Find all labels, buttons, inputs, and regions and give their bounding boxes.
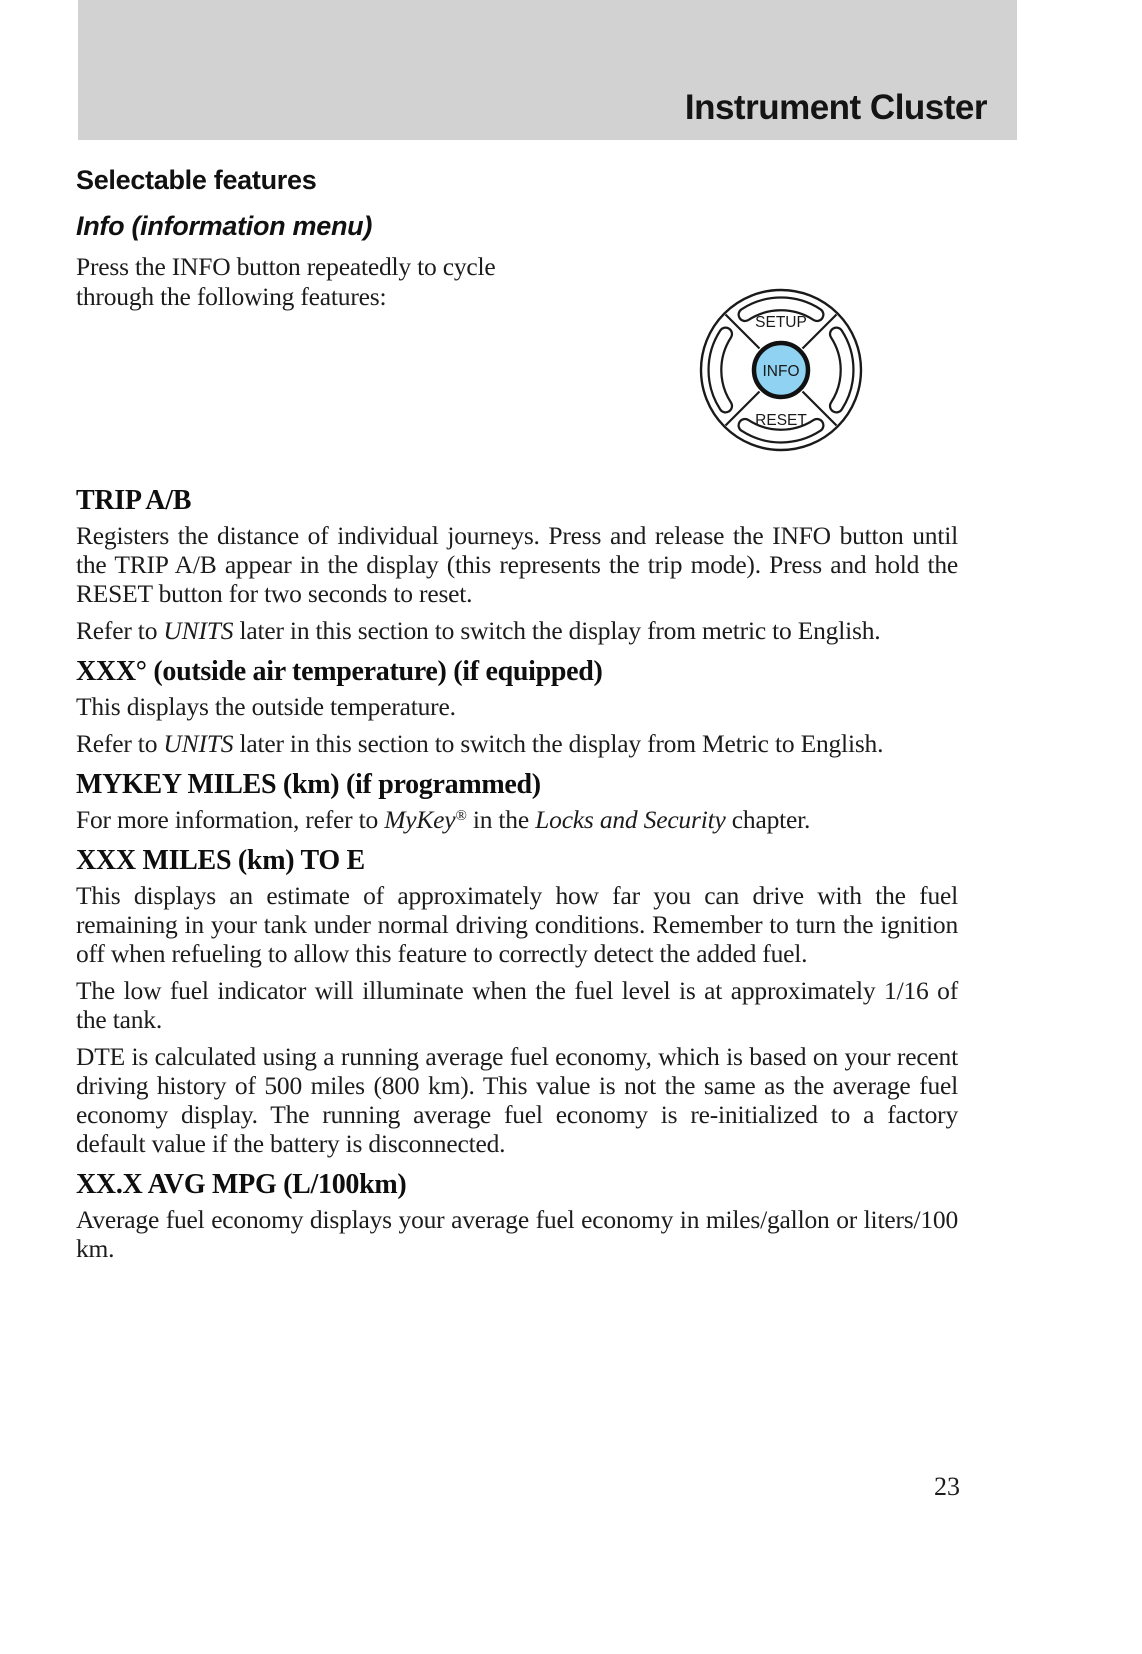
info-menu-subheading: Info (information menu) (76, 211, 373, 241)
section-paragraphs (76, 521, 958, 645)
button-pad-illustration (686, 275, 876, 465)
paragraph: The low fuel indicator will illuminate when the fuel level is at approximately 1/16 of the tank. (76, 976, 958, 1034)
section-heading: XXX° (outside air temperature) (if equipped) (76, 656, 603, 687)
setup-button-label: SETUP (755, 314, 807, 331)
paragraph: Refer to UNITS later in this section to switch the display from metric to English. (76, 616, 881, 645)
paragraph: Registers the distance of individual journeys. Press and release the INFO button until the TRIP A/B appear in the display (this represents the trip mode). Press and hold the RESET button for two seconds to reset. (76, 521, 958, 608)
section-heading: MYKEY MILES (km) (if programmed) (76, 769, 541, 800)
selectable-features-heading: Selectable features (76, 165, 317, 195)
paragraph: Refer to UNITS later in this section to switch the display from Metric to English. (76, 729, 884, 758)
section-heading: XX.X AVG MPG (L/100km) (76, 1169, 407, 1200)
paragraph: This displays an estimate of approximately how far you can drive with the fuel remaining in your tank under normal driving conditions. Remember to turn the ignition off when refueling to allow this feature to correctly detect the added fuel. (76, 881, 958, 968)
manual-section (76, 1170, 958, 1263)
manual-section (76, 486, 958, 645)
paragraph: This displays the outside temperature. (76, 692, 456, 721)
paragraph: DTE is calculated using a running average fuel economy, which is based on your recent driving history of 500 miles (800 km). This value is not the same as the average fuel economy display. The running average fuel economy is re-initialized to a factory default value if the battery is disconnected. (76, 1042, 958, 1158)
section-paragraphs (76, 1205, 958, 1263)
section-paragraphs (76, 881, 958, 1158)
sections-container (76, 486, 958, 1263)
page-number: 23 (934, 1472, 960, 1501)
section-paragraphs (76, 692, 958, 758)
section-paragraphs (76, 805, 958, 834)
button-pad-diagram (686, 275, 876, 465)
info-button-label: INFO (762, 363, 800, 380)
reset-button-label: RESET (755, 412, 807, 429)
section-heading: XXX MILES (km) TO E (76, 845, 365, 876)
section-heading: TRIP A/B (76, 485, 192, 516)
manual-section (76, 657, 958, 758)
manual-section (76, 846, 958, 1158)
manual-section (76, 770, 958, 834)
intro-paragraph: Press the INFO button repeatedly to cycle through the following features: (76, 252, 496, 311)
page-title: Instrument Cluster (684, 88, 987, 127)
paragraph: For more information, refer to MyKey® in the Locks and Security chapter. (76, 805, 811, 834)
paragraph: Average fuel economy displays your average fuel economy in miles/gallon or liters/100 km. (76, 1205, 958, 1263)
header-banner (78, 0, 1017, 140)
